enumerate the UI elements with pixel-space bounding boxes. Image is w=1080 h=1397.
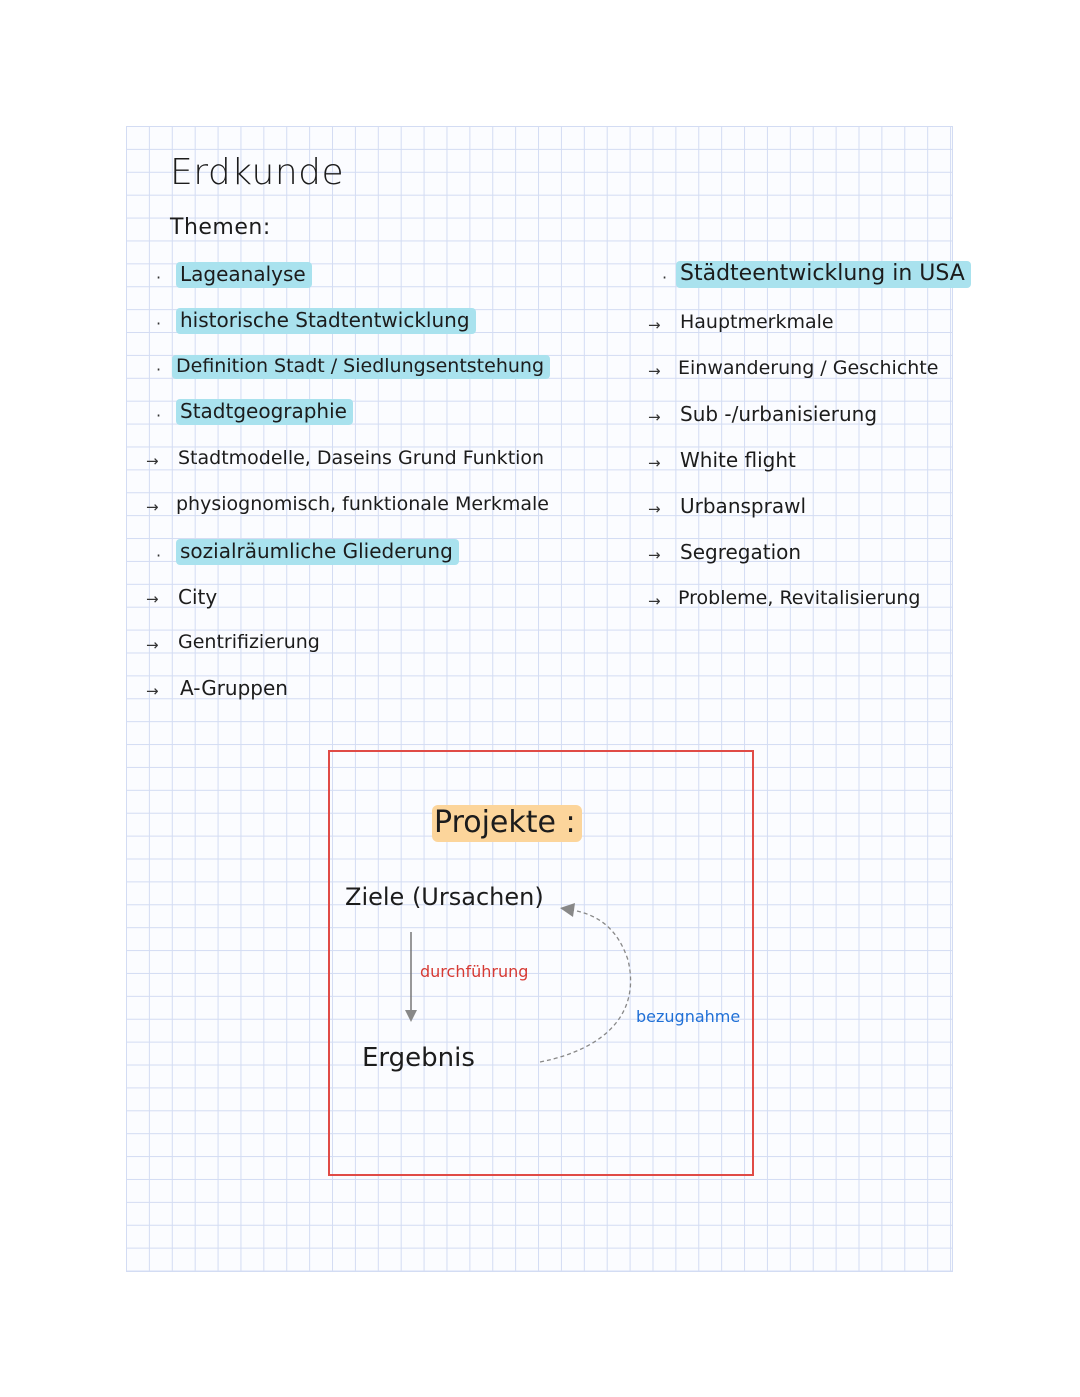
arrow-icon: → xyxy=(648,454,661,472)
list-item-gentrifizierung: Gentrifizierung xyxy=(178,631,320,653)
list-item-city: City xyxy=(178,585,218,609)
list-item-segregation: Segregation xyxy=(680,540,802,564)
list-item-einwanderung: Einwanderung / Geschichte xyxy=(678,357,939,379)
list-item-hauptmerkmale: Hauptmerkmale xyxy=(680,311,834,333)
list-item-white-flight: White flight xyxy=(680,448,796,472)
execution-label: durchführung xyxy=(420,962,529,981)
projects-heading: Projekte : xyxy=(432,805,582,842)
list-item-probleme: Probleme, Revitalisierung xyxy=(678,587,921,609)
arrow-icon: → xyxy=(648,316,661,334)
down-arrow xyxy=(405,932,417,1022)
result-label: Ergebnis xyxy=(362,1043,475,1073)
list-item-definition-stadt: Definition Stadt / Siedlungsentstehung xyxy=(172,355,550,379)
list-item-stadtgeographie: Stadtgeographie xyxy=(176,399,353,425)
list-item-physiognomisch: physiognomisch, funktionale Merkmale xyxy=(176,493,549,515)
arrow-icon: → xyxy=(648,500,661,518)
arrow-icon: → xyxy=(648,408,661,426)
list-item-staedteentwicklung-usa: Städteentwicklung in USA xyxy=(676,261,971,288)
list-item-sozialraeumliche-gliederung: sozialräumliche Gliederung xyxy=(176,539,459,565)
arrow-icon: → xyxy=(146,636,159,654)
arrow-icon: → xyxy=(146,590,159,608)
list-marker: · xyxy=(662,268,668,287)
list-item-suburbanisierung: Sub -/urbanisierung xyxy=(680,402,878,426)
list-marker: · xyxy=(156,406,162,425)
list-marker: · xyxy=(156,314,162,333)
reference-label: bezugnahme xyxy=(636,1007,741,1026)
arrow-icon: → xyxy=(648,546,661,564)
list-item-urbansprawl: Urbansprawl xyxy=(680,494,806,518)
list-item-a-gruppen: A-Gruppen xyxy=(180,676,288,700)
list-marker: · xyxy=(156,268,162,287)
arrow-icon: → xyxy=(146,682,159,700)
page-subtitle: Themen: xyxy=(170,215,271,240)
arrow-icon: → xyxy=(146,452,159,470)
arrow-icon: → xyxy=(146,498,159,516)
list-item-lageanalyse: Lageanalyse xyxy=(176,262,312,288)
list-item-stadtmodelle: Stadtmodelle, Daseins Grund Funktion xyxy=(178,447,545,469)
arrow-icon: → xyxy=(648,592,661,610)
arrow-icon: → xyxy=(648,362,661,380)
list-marker: · xyxy=(156,360,162,379)
page-title: Erdkunde xyxy=(170,152,345,193)
list-item-historische-stadtentwicklung: historische Stadtentwicklung xyxy=(176,308,476,334)
list-marker: · xyxy=(156,546,162,565)
return-curve-arrow xyxy=(540,903,631,1062)
goals-label: Ziele (Ursachen) xyxy=(345,883,544,911)
